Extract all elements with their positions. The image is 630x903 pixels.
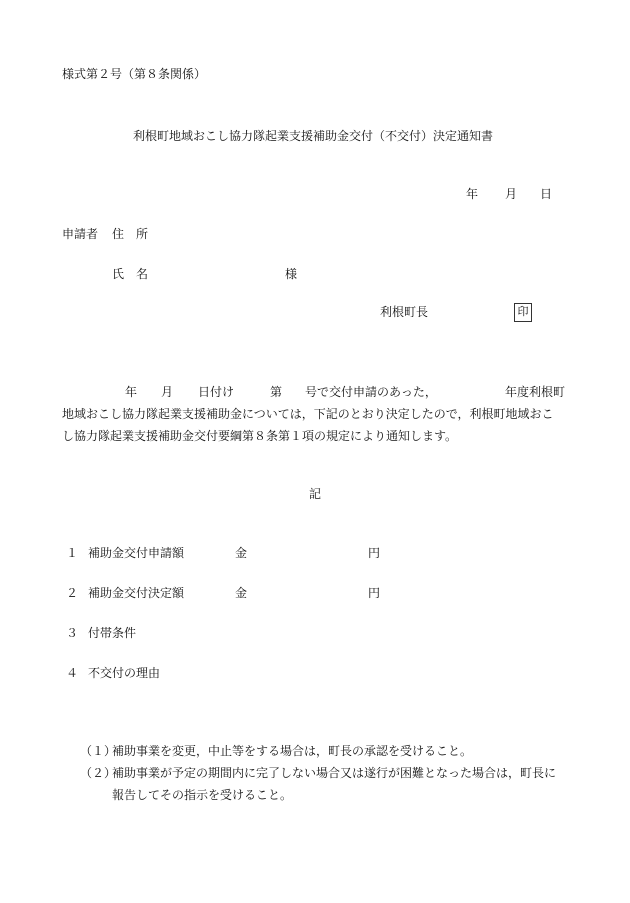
condition-text: 補助事業が予定の期間内に完了しない場合又は遂行が困難となった場合は，町長に (112, 766, 557, 780)
date-month: 月 (505, 187, 518, 201)
condition-number: （２） (80, 766, 117, 780)
condition-number: （１） (80, 744, 117, 758)
condition-text-continued: 報告してその指示を受けること。 (112, 788, 293, 802)
body-line-3: し協力隊起業支援補助金交付要綱第８条第１項の規定により通知します。 (62, 429, 458, 443)
date-day: 日 (540, 187, 553, 201)
item-label: 補助金交付申請額 (88, 546, 185, 560)
date-year: 年 (466, 187, 479, 201)
item-unit: 円 (368, 586, 381, 600)
body-date-suffix: 日付け (198, 385, 235, 399)
issuer-name: 利根町長 (380, 305, 429, 319)
applicant-label: 申請者 (62, 227, 99, 241)
body-fiscal-year: 年度利根町 (505, 385, 566, 399)
item-number: １ (66, 546, 79, 560)
item-label: 付帯条件 (88, 626, 137, 640)
document-title: 利根町地域おこし協力隊起業支援補助金交付（不交付）決定通知書 (133, 129, 494, 143)
body-year: 年 (125, 385, 138, 399)
item-number: ４ (66, 666, 79, 680)
seal-mark: 印 (514, 303, 532, 322)
body-month: 月 (161, 385, 174, 399)
body-dai: 第 (270, 385, 283, 399)
name-label: 氏 名 (112, 267, 149, 281)
item-number: ３ (66, 626, 79, 640)
item-number: ２ (66, 586, 79, 600)
honorific: 様 (285, 267, 298, 281)
address-label: 住 所 (112, 227, 149, 241)
item-prefix: 金 (235, 546, 248, 560)
item-prefix: 金 (235, 586, 248, 600)
ki-heading: 記 (309, 487, 322, 501)
form-number: 様式第２号（第８条関係） (62, 67, 207, 81)
condition-text: 補助事業を変更，中止等をする場合は，町長の承認を受けること。 (112, 744, 473, 758)
item-unit: 円 (368, 546, 381, 560)
body-go-text: 号で交付申請のあった， (305, 385, 437, 399)
item-label: 不交付の理由 (88, 666, 161, 680)
body-line-2: 地域おこし協力隊起業支援補助金については，下記のとおり決定したので，利根町地域おこ (62, 407, 554, 421)
item-label: 補助金交付決定額 (88, 586, 185, 600)
